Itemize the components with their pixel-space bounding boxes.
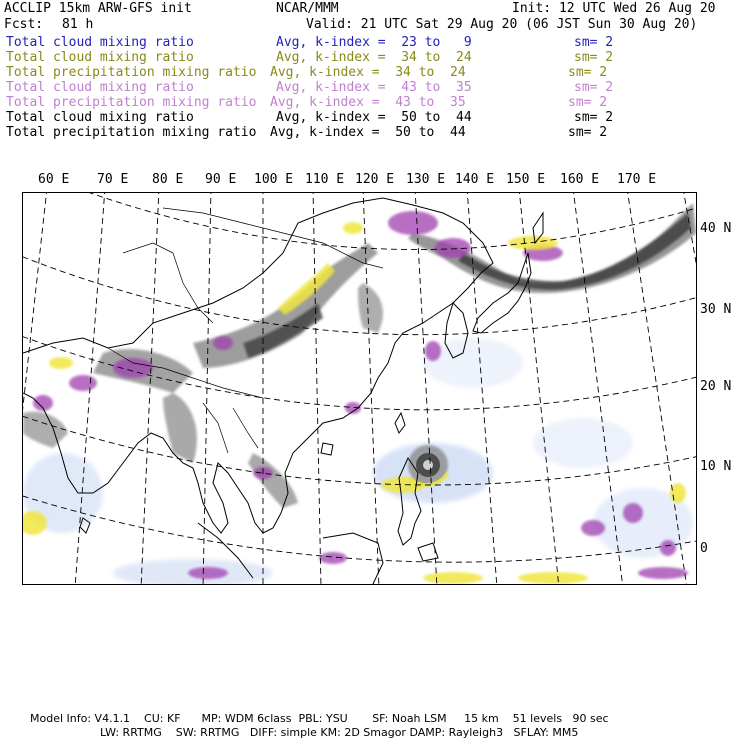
- lon-label: 100 E: [254, 172, 294, 187]
- legend-smoothing: sm= 2: [574, 110, 614, 125]
- map-canvas: [23, 193, 696, 584]
- legend-stat: Avg, k-index = 43 to 35: [270, 95, 466, 110]
- legend-row: [6, 51, 194, 65]
- legend-field: Total cloud mixing ratio: [6, 35, 194, 50]
- legend-smoothing: sm= 2: [574, 50, 614, 65]
- lon-label: 140 E: [455, 172, 495, 187]
- lon-label: 60 E: [38, 172, 70, 187]
- lon-label: 170 E: [617, 172, 657, 187]
- legend-stat: Avg, k-index = 50 to 44: [276, 110, 472, 125]
- legend-field: Total cloud mixing ratio: [6, 110, 194, 125]
- lat-label: 40 N: [700, 221, 732, 236]
- lon-label: 160 E: [560, 172, 600, 187]
- lat-label: 0: [700, 541, 708, 556]
- legend-stat: Avg, k-index = 50 to 44: [270, 125, 466, 140]
- lat-label: 10 N: [700, 459, 732, 474]
- legend-smoothing: sm= 2: [568, 125, 608, 140]
- lon-label: 150 E: [506, 172, 546, 187]
- model-info-line2: LW: RRTMG SW: RRTMG DIFF: simple KM: 2D Smagor DAMP: Rayleigh3 SFLAY: MM5: [100, 726, 579, 739]
- lon-label: 90 E: [205, 172, 237, 187]
- organization-label: NCAR/MMM: [276, 1, 339, 16]
- legend-stat: Avg, k-index = 34 to 24: [276, 50, 472, 65]
- legend-smoothing: sm= 2: [568, 95, 608, 110]
- legend-field: Total precipitation mixing ratio: [6, 125, 257, 140]
- lon-label: 120 E: [355, 172, 395, 187]
- legend-smoothing: sm= 2: [568, 65, 608, 80]
- legend-field: Total cloud mixing ratio: [6, 50, 194, 65]
- valid-time: Valid: 21 UTC Sat 29 Aug 20 (06 JST Sun 30 Aug 20): [306, 17, 698, 32]
- lon-label: 110 E: [305, 172, 345, 187]
- model-title: ACCLIP 15km ARW-GFS init: [4, 1, 192, 16]
- map-panel: [22, 192, 697, 585]
- legend-row: [6, 36, 194, 50]
- lon-label: 70 E: [97, 172, 129, 187]
- legend-stat: Avg, k-index = 43 to 35: [276, 80, 472, 95]
- legend-field: Total precipitation mixing ratio: [6, 95, 257, 110]
- forecast-hours: 81 h: [62, 17, 94, 32]
- legend-field: Total precipitation mixing ratio: [6, 65, 257, 80]
- forecast-label: Fcst:: [4, 17, 44, 32]
- legend-stat: Avg, k-index = 23 to 9: [276, 35, 472, 50]
- legend-stat: Avg, k-index = 34 to 24: [270, 65, 466, 80]
- legend-smoothing: sm= 2: [574, 80, 614, 95]
- typhoon-vortex: [408, 445, 448, 485]
- init-time: Init: 12 UTC Wed 26 Aug 20: [512, 1, 716, 16]
- legend-row: [6, 66, 256, 80]
- lat-label: 30 N: [700, 302, 732, 317]
- legend-row: [6, 111, 194, 125]
- legend-field: Total cloud mixing ratio: [6, 80, 194, 95]
- legend-row: [6, 96, 256, 110]
- lat-label: 20 N: [700, 379, 732, 394]
- legend-row: [6, 126, 256, 140]
- lon-label: 130 E: [406, 172, 446, 187]
- lon-label: 80 E: [152, 172, 184, 187]
- legend-row: [6, 81, 194, 95]
- model-info-line1: Model Info: V4.1.1 CU: KF MP: WDM 6class PBL: YSU SF: Noah LSM 15 km 51 levels 90 sec: [30, 712, 609, 725]
- legend-smoothing: sm= 2: [574, 35, 614, 50]
